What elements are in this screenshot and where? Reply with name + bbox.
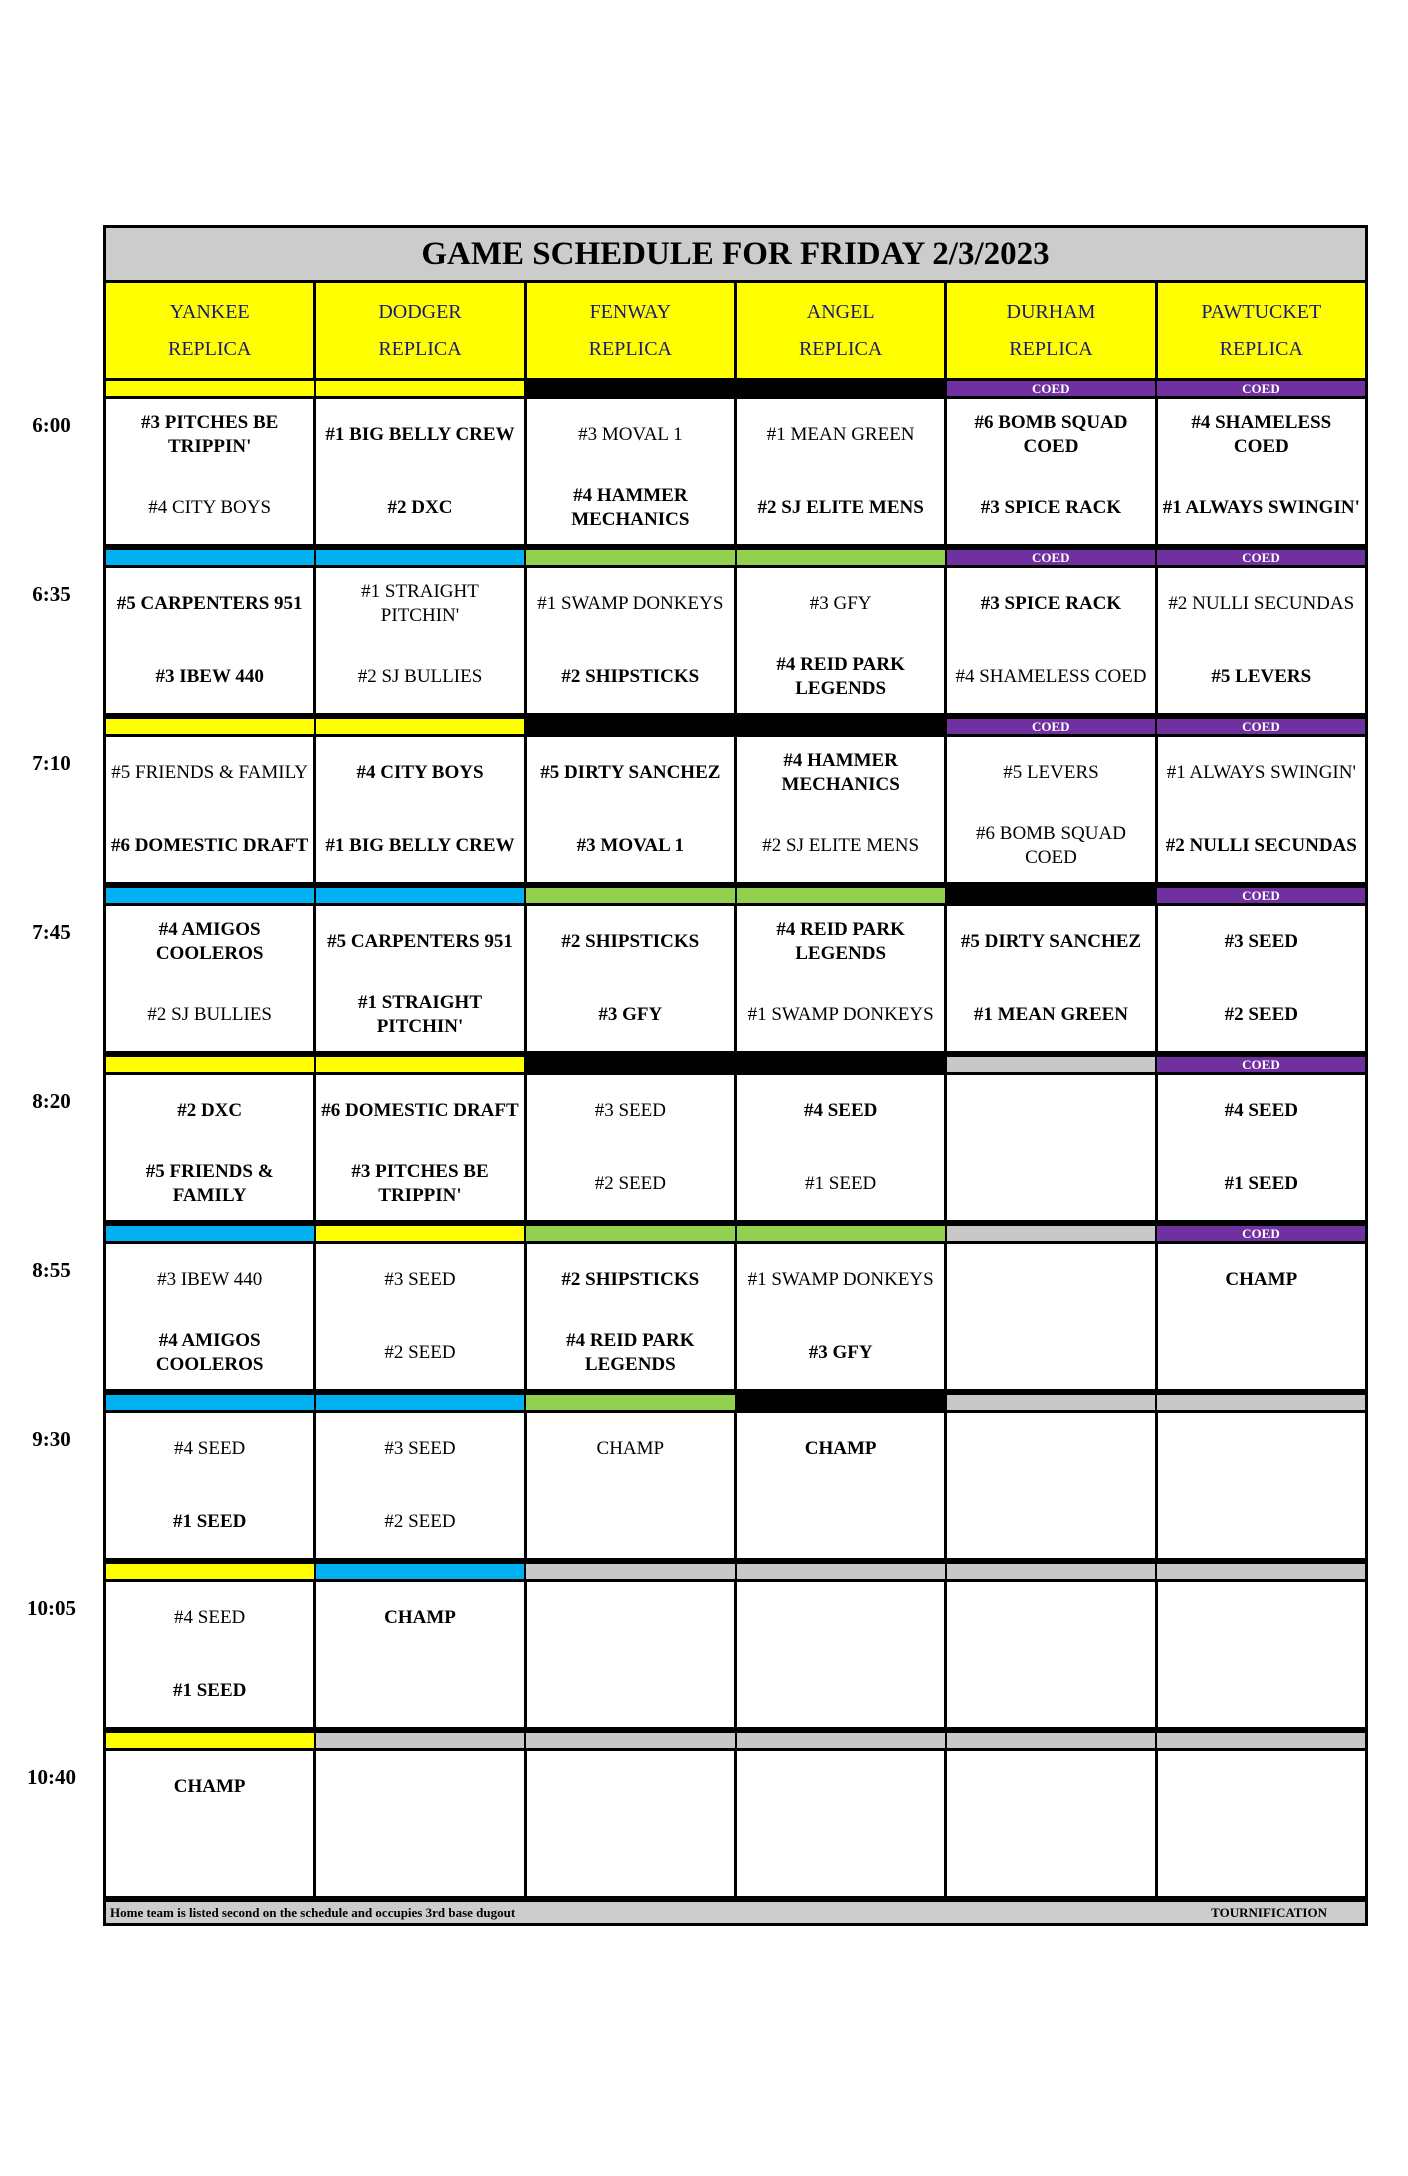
color-strip	[103, 716, 1368, 737]
home-team: #2 SEED	[1224, 1003, 1298, 1025]
home-team: #2 SEED	[594, 1172, 666, 1194]
game-cell	[527, 568, 737, 713]
home-team: #1 SEED	[172, 1679, 247, 1701]
strip-cell	[737, 1226, 947, 1241]
away-team: #6 DOMESTIC DRAFT	[321, 1100, 519, 1122]
away-team: #4 CITY BOYS	[356, 762, 484, 784]
venue-name: DODGER	[378, 300, 462, 323]
game-cell	[527, 1075, 737, 1220]
home-team: #2 DXC	[387, 496, 453, 518]
strip-cell	[737, 1057, 947, 1072]
away-team: #5 CARPENTERS 951	[116, 593, 303, 615]
home-team	[527, 1655, 734, 1728]
strip-cell	[1157, 1564, 1365, 1579]
game-cell	[1158, 1244, 1365, 1389]
game-cell	[106, 1075, 316, 1220]
slot-time: 7:10	[32, 751, 71, 775]
away-team	[1158, 1413, 1365, 1486]
home-team: #1 SEED	[805, 1172, 877, 1194]
venue-header	[1158, 283, 1365, 378]
away-team: #4 SEED	[1224, 1100, 1298, 1122]
game-cell	[737, 1751, 947, 1896]
away-team: #6 BOMB SQUAD COED	[974, 412, 1128, 458]
game-cell	[106, 1413, 316, 1558]
games-row	[103, 399, 1368, 547]
color-strip	[103, 1392, 1368, 1413]
home-team	[947, 1317, 1154, 1390]
games-row	[103, 1244, 1368, 1392]
away-team: #4 SHAMELESS COED	[1191, 412, 1332, 458]
game-cell	[947, 399, 1157, 544]
home-team	[1158, 1655, 1365, 1728]
game-cell	[1158, 399, 1365, 544]
strip-cell: COED	[947, 381, 1157, 396]
game-cell	[947, 568, 1157, 713]
game-cell	[1158, 1413, 1365, 1558]
game-cell	[737, 399, 947, 544]
home-team: #4 AMIGOS COOLEROS	[155, 1329, 264, 1375]
away-team	[947, 1244, 1154, 1317]
color-strip	[103, 885, 1368, 906]
strip-cell	[106, 719, 316, 734]
home-team: #4 SHAMELESS COED	[955, 665, 1147, 687]
footer-brand: TOURNIFICATION	[1211, 1904, 1327, 1920]
away-team: CHAMP	[596, 1438, 665, 1460]
footer-note: Home team is listed second on the schedule and occupies 3rd base dugout	[110, 1904, 516, 1920]
home-team	[947, 1655, 1154, 1728]
home-team: #2 SHIPSTICKS	[561, 665, 700, 687]
strip-cell	[316, 1226, 526, 1241]
game-cell	[1158, 906, 1365, 1051]
strip-cell	[106, 550, 316, 565]
game-cell	[737, 568, 947, 713]
game-cell	[947, 1582, 1157, 1727]
time-slot-row	[32, 1223, 1368, 1392]
home-team	[106, 1824, 313, 1897]
home-team: #5 LEVERS	[1211, 665, 1312, 687]
strip-cell	[106, 1057, 316, 1072]
home-team: #1 BIG BELLY CREW	[325, 834, 515, 856]
strip-cell	[526, 1733, 736, 1748]
game-cell	[947, 737, 1157, 882]
venue-header	[316, 283, 526, 378]
away-team: #5 DIRTY SANCHEZ	[960, 931, 1142, 953]
home-team: #2 SEED	[384, 1341, 456, 1363]
away-team	[527, 1582, 734, 1655]
away-team: #4 SEED	[803, 1100, 878, 1122]
away-team: #1 SWAMP DONKEYS	[747, 1269, 934, 1291]
strip-cell	[106, 1564, 316, 1579]
home-team: #4 REID PARK LEGENDS	[776, 653, 905, 699]
away-team: #3 SEED	[1224, 931, 1298, 953]
game-cell	[316, 906, 526, 1051]
away-team	[1158, 1751, 1365, 1824]
away-team: #4 AMIGOS COOLEROS	[155, 919, 264, 965]
strip-cell: COED	[1157, 1226, 1365, 1241]
away-team	[947, 1413, 1154, 1486]
game-cell	[947, 906, 1157, 1051]
strip-cell	[737, 1564, 947, 1579]
away-team: #1 MEAN GREEN	[766, 424, 915, 446]
home-team: #4 CITY BOYS	[148, 496, 272, 518]
venue-name: DURHAM	[1006, 300, 1096, 323]
game-cell	[737, 737, 947, 882]
games-row	[103, 568, 1368, 716]
strip-cell: COED	[1157, 1057, 1365, 1072]
slot-time: 10:05	[27, 1596, 76, 1620]
home-team	[1158, 1317, 1365, 1390]
slot-time: 8:20	[32, 1089, 71, 1113]
strip-cell	[737, 888, 947, 903]
home-team	[1158, 1486, 1365, 1559]
game-cell	[1158, 737, 1365, 882]
venue-header	[527, 283, 737, 378]
home-team: #1 SEED	[1224, 1172, 1298, 1194]
strip-cell: COED	[1157, 381, 1365, 396]
away-team: #2 SHIPSTICKS	[561, 931, 700, 953]
games-row	[103, 1413, 1368, 1561]
strip-cell	[1157, 1733, 1365, 1748]
game-cell	[316, 1582, 526, 1727]
time-slot-row	[32, 1054, 1368, 1223]
strip-cell: COED	[1157, 888, 1365, 903]
venue-name: ANGEL	[806, 300, 875, 323]
strip-cell	[737, 1395, 947, 1410]
home-team	[316, 1655, 523, 1728]
strip-cell	[316, 1733, 526, 1748]
game-cell	[527, 737, 737, 882]
game-cell	[316, 737, 526, 882]
home-team	[947, 1824, 1154, 1897]
strip-cell	[106, 1395, 316, 1410]
away-team: #5 DIRTY SANCHEZ	[540, 762, 721, 784]
venue-sub: REPLICA	[378, 337, 462, 360]
strip-cell	[526, 381, 736, 396]
strip-cell	[316, 1395, 526, 1410]
strip-cell	[947, 1564, 1157, 1579]
strip-cell	[316, 1057, 526, 1072]
away-team: CHAMP	[173, 1776, 246, 1798]
strip-cell	[526, 719, 736, 734]
away-team	[947, 1582, 1154, 1655]
game-cell	[737, 1413, 947, 1558]
time-slots	[27, 378, 1368, 1899]
home-team: #3 PITCHES BE TRIPPIN'	[351, 1160, 489, 1206]
home-team: #1 SWAMP DONKEYS	[747, 1003, 934, 1025]
strip-cell	[1157, 1395, 1365, 1410]
game-cell	[527, 1751, 737, 1896]
strip-cell	[947, 1057, 1157, 1072]
away-team: #3 SEED	[384, 1269, 456, 1291]
game-cell	[527, 1413, 737, 1558]
home-team: #2 SJ BULLIES	[147, 1003, 272, 1025]
slot-time: 6:35	[32, 582, 71, 606]
slot-time: 6:00	[32, 413, 71, 437]
home-team	[527, 1486, 734, 1559]
slot-time: 7:45	[32, 920, 71, 944]
home-team: #1 STRAIGHT PITCHIN'	[357, 991, 483, 1037]
home-team: #6 DOMESTIC DRAFT	[110, 834, 309, 856]
strip-cell	[106, 888, 316, 903]
strip-cell	[106, 1733, 316, 1748]
time-slot-row	[32, 1392, 1368, 1561]
home-team	[316, 1824, 523, 1897]
venue-header-row	[103, 280, 1368, 378]
away-team	[947, 1075, 1154, 1148]
games-row	[103, 1582, 1368, 1730]
game-cell	[737, 1244, 947, 1389]
away-team: #1 ALWAYS SWINGIN'	[1166, 762, 1356, 784]
home-team: #3 IBEW 440	[155, 665, 264, 687]
away-team	[316, 1751, 523, 1824]
strip-cell	[316, 381, 526, 396]
game-cell	[947, 1751, 1157, 1896]
away-team: #4 SEED	[174, 1438, 246, 1460]
away-team: CHAMP	[804, 1438, 877, 1460]
strip-cell	[526, 1226, 736, 1241]
game-cell	[316, 568, 526, 713]
away-team	[737, 1582, 944, 1655]
venue-header	[106, 283, 316, 378]
schedule-sheet	[27, 225, 1368, 1926]
game-cell	[947, 1075, 1157, 1220]
game-cell	[106, 906, 316, 1051]
strip-cell: COED	[1157, 719, 1365, 734]
game-cell	[316, 1751, 526, 1896]
color-strip	[103, 1730, 1368, 1751]
games-row	[103, 906, 1368, 1054]
game-cell	[316, 399, 526, 544]
away-team: #3 SEED	[384, 1438, 456, 1460]
home-team: #1 ALWAYS SWINGIN'	[1162, 496, 1360, 518]
home-team: #4 REID PARK LEGENDS	[566, 1329, 695, 1375]
game-cell	[316, 1413, 526, 1558]
away-team: #3 SEED	[594, 1100, 666, 1122]
venue-sub: REPLICA	[588, 337, 672, 360]
strip-cell	[316, 550, 526, 565]
strip-cell	[526, 550, 736, 565]
away-team: #4 SEED	[174, 1607, 246, 1629]
game-cell	[527, 399, 737, 544]
venue-header	[737, 283, 947, 378]
home-team: #4 HAMMER MECHANICS	[571, 484, 690, 530]
home-team: #2 NULLI SECUNDAS	[1165, 834, 1357, 856]
away-team: CHAMP	[384, 1607, 456, 1629]
strip-cell	[947, 888, 1157, 903]
away-team: #1 BIG BELLY CREW	[325, 424, 515, 446]
home-team: #2 SEED	[384, 1510, 456, 1532]
venue-name: PAWTUCKET	[1201, 300, 1322, 323]
color-strip	[103, 1561, 1368, 1582]
game-cell	[947, 1413, 1157, 1558]
home-team: #3 GFY	[808, 1341, 873, 1363]
strip-cell	[737, 719, 947, 734]
home-team: #6 BOMB SQUAD COED	[976, 822, 1126, 868]
color-strip	[103, 547, 1368, 568]
strip-cell	[526, 1057, 736, 1072]
time-slot-row	[32, 378, 1368, 547]
slot-time: 8:55	[32, 1258, 71, 1282]
game-cell	[106, 1751, 316, 1896]
venue-sub: REPLICA	[798, 337, 883, 360]
time-slot-row	[32, 716, 1368, 885]
away-team: #2 DXC	[177, 1100, 243, 1122]
home-team	[737, 1824, 944, 1897]
game-cell	[947, 1244, 1157, 1389]
away-team: #3 IBEW 440	[157, 1269, 263, 1291]
strip-cell	[106, 1226, 316, 1241]
home-team	[947, 1486, 1154, 1559]
game-cell	[527, 1244, 737, 1389]
footer	[103, 1899, 1368, 1926]
game-cell	[737, 1075, 947, 1220]
away-team: #1 STRAIGHT PITCHIN'	[361, 581, 479, 627]
home-team: #2 SJ ELITE MENS	[757, 496, 924, 518]
away-team: #4 REID PARK LEGENDS	[776, 919, 905, 965]
time-slot-row	[32, 885, 1368, 1054]
away-team: #3 GFY	[809, 593, 872, 615]
home-team: #5 FRIENDS & FAMILY	[145, 1160, 274, 1206]
strip-cell	[106, 381, 316, 396]
away-team: #2 SHIPSTICKS	[561, 1269, 700, 1291]
away-team: #5 FRIENDS & FAMILY	[111, 762, 309, 784]
game-cell	[316, 1244, 526, 1389]
home-team	[737, 1486, 944, 1559]
strip-cell	[947, 1733, 1157, 1748]
game-cell	[527, 906, 737, 1051]
away-team: #3 PITCHES BE TRIPPIN'	[141, 412, 279, 458]
away-team: #3 SPICE RACK	[980, 593, 1122, 615]
venue-name: FENWAY	[589, 300, 672, 323]
game-cell	[1158, 1075, 1365, 1220]
strip-cell: COED	[947, 719, 1157, 734]
venue-sub: REPLICA	[167, 337, 252, 360]
game-cell	[1158, 1751, 1365, 1896]
slot-time: 10:40	[27, 1765, 76, 1789]
game-cell	[106, 399, 316, 544]
game-cell	[106, 1582, 316, 1727]
time-slot-row	[27, 1730, 1368, 1899]
game-cell	[1158, 1582, 1365, 1727]
strip-cell: COED	[1157, 550, 1365, 565]
game-cell	[106, 568, 316, 713]
venue-header	[947, 283, 1157, 378]
home-team: #1 MEAN GREEN	[973, 1003, 1129, 1025]
home-team: #2 SJ ELITE MENS	[762, 834, 920, 856]
venue-sub: REPLICA	[1219, 337, 1303, 360]
strip-cell	[737, 381, 947, 396]
page-title: GAME SCHEDULE FOR FRIDAY 2/3/2023	[103, 225, 1368, 280]
games-row	[103, 1075, 1368, 1223]
home-team	[737, 1655, 944, 1728]
strip-cell	[316, 888, 526, 903]
home-team: #3 GFY	[598, 1003, 663, 1025]
home-team: #3 MOVAL 1	[576, 834, 684, 856]
venue-sub: REPLICA	[1009, 337, 1093, 360]
strip-cell	[737, 550, 947, 565]
game-cell	[737, 1582, 947, 1727]
strip-cell	[316, 1564, 526, 1579]
strip-cell	[947, 1226, 1157, 1241]
color-strip	[103, 378, 1368, 399]
strip-cell: COED	[947, 550, 1157, 565]
home-team	[527, 1824, 734, 1897]
away-team: #4 HAMMER MECHANICS	[781, 750, 900, 796]
strip-cell	[526, 888, 736, 903]
home-team: #3 SPICE RACK	[980, 496, 1122, 518]
time-slot-row	[27, 1561, 1368, 1730]
game-cell	[106, 737, 316, 882]
game-cell	[527, 1582, 737, 1727]
strip-cell	[316, 719, 526, 734]
away-team: #3 MOVAL 1	[578, 424, 683, 446]
game-cell	[1158, 568, 1365, 713]
away-team	[1158, 1582, 1365, 1655]
time-slot-row	[32, 547, 1368, 716]
game-cell	[316, 1075, 526, 1220]
home-team: #1 SEED	[172, 1510, 247, 1532]
game-cell	[106, 1244, 316, 1389]
home-team	[947, 1148, 1154, 1221]
home-team	[1158, 1824, 1365, 1897]
away-team: #5 CARPENTERS 951	[327, 931, 513, 953]
away-team	[737, 1751, 944, 1824]
away-team	[527, 1751, 734, 1824]
strip-cell	[526, 1564, 736, 1579]
games-row	[103, 737, 1368, 885]
away-team	[947, 1751, 1154, 1824]
away-team: #1 SWAMP DONKEYS	[537, 593, 724, 615]
away-team: #2 NULLI SECUNDAS	[1168, 593, 1355, 615]
strip-cell	[526, 1395, 736, 1410]
strip-cell	[947, 1395, 1157, 1410]
color-strip	[103, 1223, 1368, 1244]
away-team: #5 LEVERS	[1003, 762, 1099, 784]
games-row	[103, 1751, 1368, 1899]
away-team: CHAMP	[1225, 1269, 1298, 1291]
color-strip	[103, 1054, 1368, 1075]
venue-name: YANKEE	[169, 300, 250, 323]
game-cell	[737, 906, 947, 1051]
home-team: #2 SJ BULLIES	[357, 665, 483, 687]
slot-time: 9:30	[32, 1427, 71, 1451]
strip-cell	[737, 1733, 947, 1748]
